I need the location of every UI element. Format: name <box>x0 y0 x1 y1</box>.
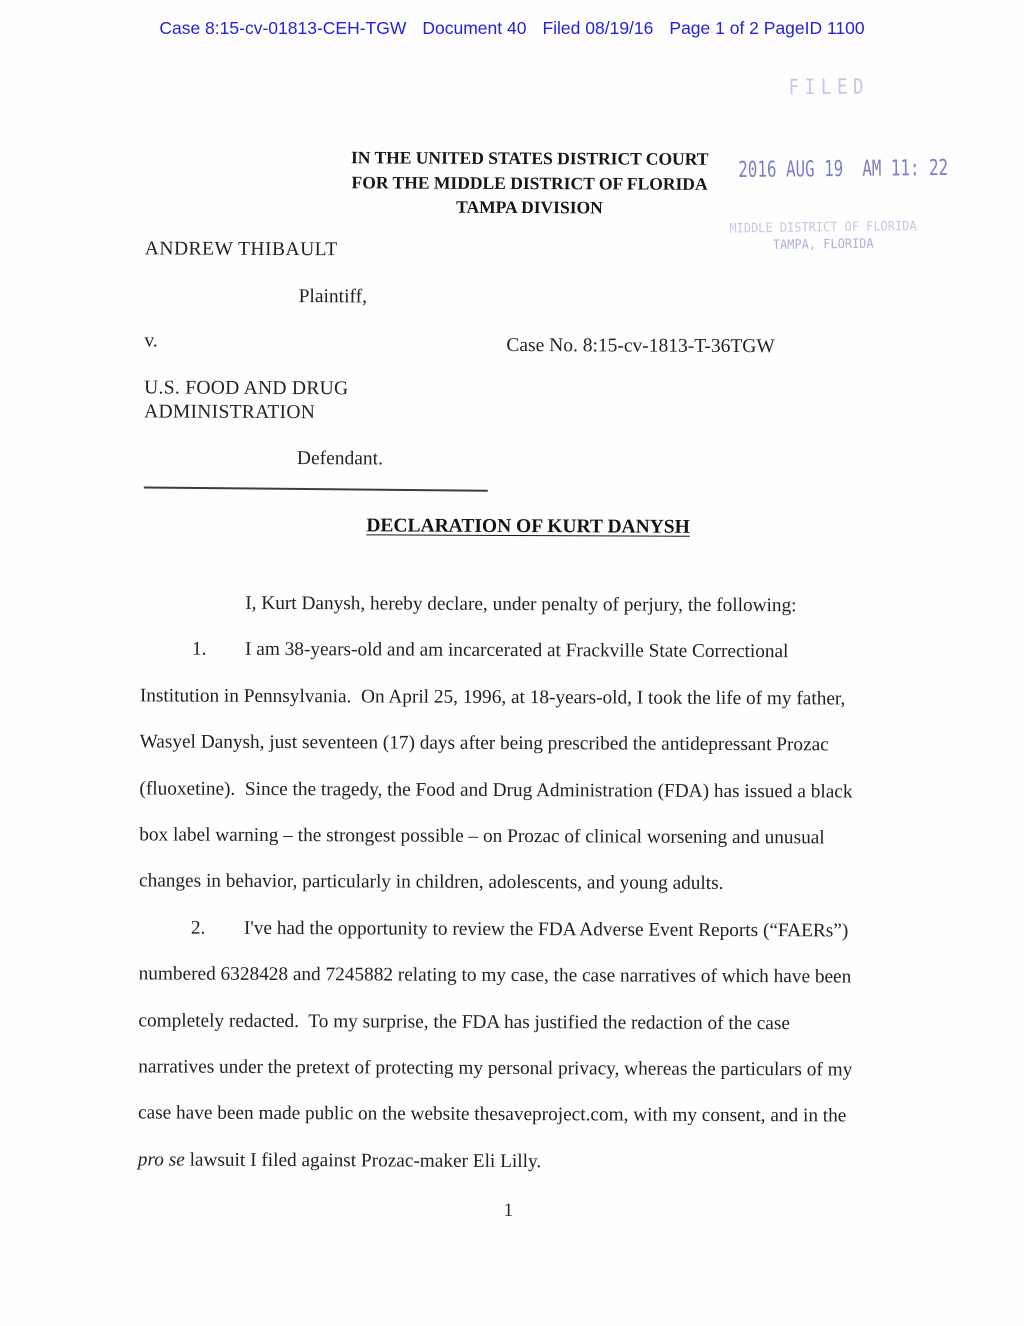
court-heading-line-1: IN THE UNITED STATES DISTRICT COURT <box>350 147 709 169</box>
body-line: pro se lawsuit I filed against Prozac-maker Eli Lilly. <box>137 1149 542 1173</box>
body-line: I, Kurt Danysh, hereby declare, under penalty of perjury, the following: <box>245 592 797 617</box>
plaintiff-role-label: Plaintiff, <box>298 286 368 308</box>
clerk-stamp-district-line: MIDDLE DISTRICT OF FLORIDA <box>729 219 917 237</box>
ecf-document-number: Document 40 <box>422 18 527 38</box>
ecf-filed-date: Filed 08/19/16 <box>542 18 654 38</box>
defendant-name <box>144 376 348 424</box>
body-line: numbered 6328428 and 7245882 relating to my case, the case narratives of which have been <box>138 963 852 988</box>
versus-label: v. <box>144 330 158 352</box>
ecf-case-number: Case 8:15-cv-01813-CEH-TGW <box>159 18 407 38</box>
page-number: 1 <box>503 1199 514 1222</box>
body-line: narratives under the pretext of protecting my personal privacy, whereas the particulars of my <box>138 1056 853 1081</box>
defendant-name-line-2: ADMINISTRATION <box>144 400 316 423</box>
ecf-page-id: Page 1 of 2 PageID 1100 <box>669 18 865 38</box>
body-line: (fluoxetine). Since the tragedy, the Food and Drug Administration (FDA) has issued a black <box>139 778 853 803</box>
body-line: Wasyel Danysh, just seventeen (17) days after being prescribed the antidepressant Prozac <box>139 731 829 756</box>
defendant-role-label: Defendant. <box>296 448 384 470</box>
body-line: box label warning – the strongest possible – on Prozac of clinical worsening and unusual <box>139 824 825 849</box>
clerk-stamp-address <box>708 218 938 255</box>
body-line: 2. I've had the opportunity to review the FDA Adverse Event Reports (“FAERs”) <box>139 905 1009 955</box>
filed-datetime-stamp: 2016 AUG 19 AM 11: 22 <box>738 155 949 183</box>
plaintiff-name: ANDREW THIBAULT <box>144 238 338 261</box>
filed-stamp: FILED <box>788 74 870 100</box>
body-line: case have been made public on the website thesaveproject.com, with my consent, and in the <box>137 1102 847 1127</box>
body-line: completely redacted. To my surprise, the FDA has justified the redaction of the case <box>138 1010 791 1034</box>
paragraph-number: 1. <box>192 639 207 661</box>
body-text <box>138 580 1011 1187</box>
case-number: Case No. 8:15-cv-1813-T-36TGW <box>506 334 775 358</box>
body-line: 1. I am 38-years-old and am incarcerated at Frackville State Correctional <box>140 627 1010 677</box>
body-line: changes in behavior, particularly in children, adolescents, and young adults. <box>138 870 724 895</box>
italic-text: pro se <box>137 1149 185 1171</box>
court-heading-line-2: FOR THE MIDDLE DISTRICT OF FLORIDA <box>351 171 708 194</box>
court-heading <box>257 145 802 221</box>
defendant-name-line-1: U.S. FOOD AND DRUG <box>144 377 349 400</box>
paragraph-number: 2. <box>190 917 206 939</box>
clerk-stamp-city-line: TAMPA, FLORIDA <box>772 236 874 254</box>
document-title: DECLARATION OF KURT DANYSH <box>366 515 690 538</box>
caption-divider-line <box>144 486 488 491</box>
body-line: Institution in Pennsylvania. On April 25, 1996, at 18-years-old, I took the life of my father, <box>139 685 846 710</box>
court-heading-line-3: TAMPA DIVISION <box>456 196 603 218</box>
